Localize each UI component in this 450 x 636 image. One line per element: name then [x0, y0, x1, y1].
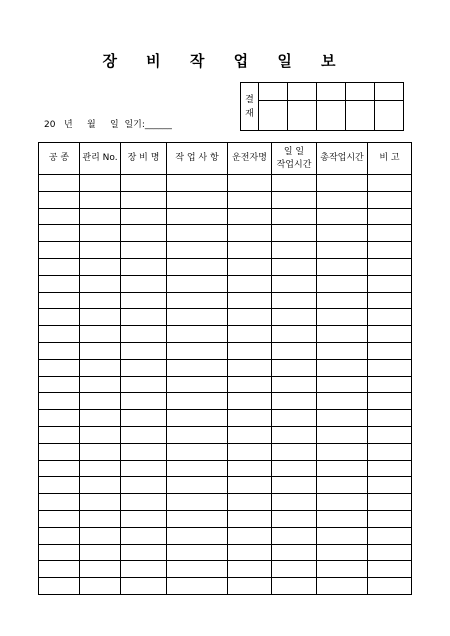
table-cell[interactable] — [317, 477, 368, 494]
table-cell[interactable] — [167, 191, 228, 208]
table-cell[interactable] — [80, 510, 121, 527]
table-cell[interactable] — [167, 326, 228, 343]
table-cell[interactable] — [121, 443, 167, 460]
table-cell[interactable] — [80, 309, 121, 326]
approval-header-cell[interactable] — [288, 83, 317, 101]
table-row — [39, 342, 412, 359]
table-cell[interactable] — [317, 544, 368, 561]
table-cell[interactable] — [39, 410, 80, 427]
table-row — [39, 527, 412, 544]
table-cell[interactable] — [80, 527, 121, 544]
table-cell[interactable] — [39, 208, 80, 225]
table-cell[interactable] — [228, 258, 272, 275]
table-cell[interactable] — [167, 393, 228, 410]
header-work-type: 공 종 — [39, 143, 80, 175]
table-cell[interactable] — [228, 477, 272, 494]
table-row — [39, 275, 412, 292]
table-cell[interactable] — [167, 561, 228, 578]
table-cell[interactable] — [167, 359, 228, 376]
table-row — [39, 175, 412, 192]
table-cell[interactable] — [317, 175, 368, 192]
table-cell[interactable] — [39, 578, 80, 595]
table-cell[interactable] — [80, 460, 121, 477]
table-cell[interactable] — [317, 494, 368, 511]
table-cell[interactable] — [39, 326, 80, 343]
table-cell[interactable] — [39, 460, 80, 477]
table-cell[interactable] — [368, 309, 412, 326]
table-cell[interactable] — [317, 242, 368, 259]
table-cell[interactable] — [80, 443, 121, 460]
table-cell[interactable] — [272, 443, 317, 460]
table-cell[interactable] — [167, 578, 228, 595]
table-cell[interactable] — [368, 342, 412, 359]
table-cell[interactable] — [121, 359, 167, 376]
table-cell[interactable] — [368, 326, 412, 343]
table-cell[interactable] — [167, 410, 228, 427]
table-cell[interactable] — [121, 426, 167, 443]
table-cell[interactable] — [317, 410, 368, 427]
table-cell[interactable] — [121, 309, 167, 326]
header-total-work-hours: 총작업시간 — [317, 143, 368, 175]
table-cell[interactable] — [317, 208, 368, 225]
table-cell[interactable] — [121, 477, 167, 494]
table-cell[interactable] — [80, 561, 121, 578]
approval-label-bottom: 재 — [245, 108, 254, 119]
table-cell[interactable] — [121, 175, 167, 192]
table-cell[interactable] — [368, 175, 412, 192]
table-cell[interactable] — [121, 561, 167, 578]
header-operator-name: 운전자명 — [228, 143, 272, 175]
table-cell[interactable] — [272, 494, 317, 511]
table-cell[interactable] — [317, 561, 368, 578]
table-cell[interactable] — [317, 359, 368, 376]
table-cell[interactable] — [228, 527, 272, 544]
table-cell[interactable] — [121, 494, 167, 511]
table-cell[interactable] — [167, 527, 228, 544]
table-cell[interactable] — [80, 208, 121, 225]
table-cell[interactable] — [272, 460, 317, 477]
table-cell[interactable] — [39, 477, 80, 494]
table-cell[interactable] — [167, 309, 228, 326]
table-cell[interactable] — [167, 426, 228, 443]
header-remarks: 비 고 — [368, 143, 412, 175]
table-row — [39, 410, 412, 427]
table-row — [39, 426, 412, 443]
table-cell[interactable] — [39, 225, 80, 242]
table-cell[interactable] — [272, 578, 317, 595]
table-cell[interactable] — [317, 393, 368, 410]
table-cell[interactable] — [368, 242, 412, 259]
table-row — [39, 208, 412, 225]
table-cell[interactable] — [39, 275, 80, 292]
table-cell[interactable] — [272, 376, 317, 393]
table-cell[interactable] — [368, 208, 412, 225]
table-cell[interactable] — [167, 208, 228, 225]
table-cell[interactable] — [39, 443, 80, 460]
table-cell[interactable] — [121, 527, 167, 544]
table-cell[interactable] — [80, 477, 121, 494]
table-row — [39, 292, 412, 309]
table-cell[interactable] — [272, 309, 317, 326]
table-row — [39, 477, 412, 494]
table-cell[interactable] — [80, 376, 121, 393]
table-cell[interactable] — [121, 326, 167, 343]
table-cell[interactable] — [80, 225, 121, 242]
table-cell[interactable] — [39, 510, 80, 527]
table-cell[interactable] — [228, 292, 272, 309]
table-cell[interactable] — [80, 426, 121, 443]
table-cell[interactable] — [228, 275, 272, 292]
table-cell[interactable] — [39, 175, 80, 192]
approval-signature-cell[interactable] — [288, 101, 317, 131]
approval-box — [240, 82, 404, 131]
table-cell[interactable] — [121, 544, 167, 561]
table-cell[interactable] — [228, 326, 272, 343]
table-cell[interactable] — [39, 292, 80, 309]
table-cell[interactable] — [368, 275, 412, 292]
table-cell[interactable] — [368, 527, 412, 544]
table-cell[interactable] — [317, 460, 368, 477]
table-cell[interactable] — [368, 544, 412, 561]
table-cell[interactable] — [317, 376, 368, 393]
table-row — [39, 258, 412, 275]
table-cell[interactable] — [368, 426, 412, 443]
approval-header-cell[interactable] — [259, 83, 288, 101]
table-cell[interactable] — [272, 426, 317, 443]
table-cell[interactable] — [167, 544, 228, 561]
table-cell[interactable] — [317, 191, 368, 208]
table-cell[interactable] — [39, 309, 80, 326]
table-cell[interactable] — [121, 510, 167, 527]
table-cell[interactable] — [121, 342, 167, 359]
table-row — [39, 376, 412, 393]
table-cell[interactable] — [228, 510, 272, 527]
table-cell[interactable] — [368, 561, 412, 578]
table-cell[interactable] — [39, 342, 80, 359]
approval-label-top: 결 — [245, 94, 254, 105]
table-cell[interactable] — [121, 191, 167, 208]
table-cell[interactable] — [272, 393, 317, 410]
table-cell[interactable] — [368, 393, 412, 410]
table-cell[interactable] — [167, 242, 228, 259]
table-cell[interactable] — [228, 309, 272, 326]
table-cell[interactable] — [317, 326, 368, 343]
table-row — [39, 561, 412, 578]
table-cell[interactable] — [39, 359, 80, 376]
table-cell[interactable] — [80, 410, 121, 427]
table-cell[interactable] — [167, 225, 228, 242]
approval-header-cell[interactable] — [375, 83, 404, 101]
table-cell[interactable] — [317, 443, 368, 460]
table-row — [39, 494, 412, 511]
table-cell[interactable] — [80, 258, 121, 275]
table-cell[interactable] — [228, 393, 272, 410]
table-cell[interactable] — [121, 578, 167, 595]
table-row — [39, 359, 412, 376]
table-cell[interactable] — [39, 527, 80, 544]
table-cell[interactable] — [272, 342, 317, 359]
table-row — [39, 191, 412, 208]
table-cell[interactable] — [228, 376, 272, 393]
table-cell[interactable] — [167, 275, 228, 292]
table-cell[interactable] — [80, 393, 121, 410]
table-cell[interactable] — [121, 393, 167, 410]
approval-signature-cell[interactable] — [317, 101, 346, 131]
table-cell[interactable] — [167, 175, 228, 192]
table-cell[interactable] — [368, 376, 412, 393]
table-cell[interactable] — [368, 477, 412, 494]
table-cell[interactable] — [121, 242, 167, 259]
header-daily-line2: 작업시간 — [276, 159, 312, 170]
approval-header-cell[interactable] — [317, 83, 346, 101]
table-cell[interactable] — [80, 494, 121, 511]
table-cell[interactable] — [368, 191, 412, 208]
table-cell[interactable] — [317, 527, 368, 544]
table-cell[interactable] — [167, 477, 228, 494]
table-cell[interactable] — [272, 510, 317, 527]
table-cell[interactable] — [80, 242, 121, 259]
table-row — [39, 309, 412, 326]
table-cell[interactable] — [272, 561, 317, 578]
table-cell[interactable] — [272, 242, 317, 259]
table-row — [39, 326, 412, 343]
table-cell[interactable] — [80, 275, 121, 292]
table-cell[interactable] — [39, 561, 80, 578]
table-cell[interactable] — [272, 359, 317, 376]
table-cell[interactable] — [80, 292, 121, 309]
table-cell[interactable] — [368, 292, 412, 309]
table-cell[interactable] — [167, 376, 228, 393]
table-cell[interactable] — [228, 544, 272, 561]
table-cell[interactable] — [167, 443, 228, 460]
header-work-details: 작 업 사 항 — [167, 143, 228, 175]
approval-signature-cell[interactable] — [346, 101, 375, 131]
table-cell[interactable] — [228, 191, 272, 208]
table-cell[interactable] — [121, 258, 167, 275]
date-weather-line: 20 년 월 일 일기:______ — [44, 120, 172, 130]
table-row — [39, 393, 412, 410]
table-cell[interactable] — [80, 359, 121, 376]
table-cell[interactable] — [272, 292, 317, 309]
header-equipment-name: 장 비 명 — [121, 143, 167, 175]
table-cell[interactable] — [228, 242, 272, 259]
table-cell[interactable] — [121, 208, 167, 225]
table-cell[interactable] — [228, 225, 272, 242]
table-cell[interactable] — [228, 175, 272, 192]
table-cell[interactable] — [272, 544, 317, 561]
table-cell[interactable] — [228, 410, 272, 427]
header-management-no: 관리 No. — [80, 143, 121, 175]
table-cell[interactable] — [317, 426, 368, 443]
table-cell[interactable] — [317, 292, 368, 309]
table-cell[interactable] — [121, 275, 167, 292]
table-cell[interactable] — [39, 426, 80, 443]
table-cell[interactable] — [317, 225, 368, 242]
approval-header-cell[interactable] — [346, 83, 375, 101]
table-cell[interactable] — [317, 342, 368, 359]
document-title: 장 비 작 업 일 보 — [102, 52, 348, 70]
table-row — [39, 460, 412, 477]
approval-label — [241, 83, 259, 131]
table-cell[interactable] — [368, 410, 412, 427]
table-cell[interactable] — [317, 258, 368, 275]
table-cell[interactable] — [272, 477, 317, 494]
table-cell[interactable] — [368, 258, 412, 275]
table-cell[interactable] — [317, 578, 368, 595]
table-cell[interactable] — [272, 275, 317, 292]
table-cell[interactable] — [368, 578, 412, 595]
table-cell[interactable] — [228, 208, 272, 225]
table-cell[interactable] — [80, 578, 121, 595]
table-row — [39, 242, 412, 259]
work-log-table — [38, 142, 412, 595]
table-cell[interactable] — [272, 258, 317, 275]
table-cell[interactable] — [39, 544, 80, 561]
table-cell[interactable] — [167, 510, 228, 527]
table-cell[interactable] — [167, 494, 228, 511]
table-row — [39, 578, 412, 595]
table-cell[interactable] — [317, 309, 368, 326]
table-cell[interactable] — [272, 191, 317, 208]
header-daily-work-hours — [272, 143, 317, 175]
table-cell[interactable] — [228, 359, 272, 376]
table-cell[interactable] — [228, 426, 272, 443]
table-row — [39, 443, 412, 460]
table-cell[interactable] — [39, 191, 80, 208]
table-cell[interactable] — [80, 342, 121, 359]
table-cell[interactable] — [228, 460, 272, 477]
table-cell[interactable] — [368, 443, 412, 460]
table-cell[interactable] — [80, 544, 121, 561]
approval-signature-cell[interactable] — [259, 101, 288, 131]
approval-signature-cell[interactable] — [375, 101, 404, 131]
table-header-row — [39, 143, 412, 175]
table-row — [39, 510, 412, 527]
table-cell[interactable] — [39, 242, 80, 259]
table-cell[interactable] — [317, 510, 368, 527]
table-row — [39, 225, 412, 242]
table-cell[interactable] — [80, 326, 121, 343]
table-cell[interactable] — [272, 326, 317, 343]
header-daily-line1: 일 일 — [283, 146, 305, 157]
table-cell[interactable] — [317, 275, 368, 292]
table-cell[interactable] — [39, 393, 80, 410]
table-cell[interactable] — [368, 460, 412, 477]
table-cell[interactable] — [228, 443, 272, 460]
table-cell[interactable] — [228, 561, 272, 578]
table-cell[interactable] — [121, 376, 167, 393]
table-cell[interactable] — [167, 342, 228, 359]
table-cell[interactable] — [272, 208, 317, 225]
table-cell[interactable] — [39, 258, 80, 275]
table-cell[interactable] — [167, 460, 228, 477]
table-row — [39, 544, 412, 561]
table-cell[interactable] — [272, 527, 317, 544]
table-cell[interactable] — [167, 258, 228, 275]
table-cell[interactable] — [272, 225, 317, 242]
table-cell[interactable] — [368, 225, 412, 242]
table-cell[interactable] — [272, 175, 317, 192]
table-cell[interactable] — [368, 494, 412, 511]
table-cell[interactable] — [121, 225, 167, 242]
table-cell[interactable] — [121, 410, 167, 427]
table-cell[interactable] — [228, 578, 272, 595]
table-cell[interactable] — [368, 359, 412, 376]
table-body — [39, 175, 412, 595]
table-cell[interactable] — [80, 175, 121, 192]
table-cell[interactable] — [228, 494, 272, 511]
table-cell[interactable] — [39, 376, 80, 393]
table-cell[interactable] — [167, 292, 228, 309]
table-cell[interactable] — [228, 342, 272, 359]
table-cell[interactable] — [80, 191, 121, 208]
table-cell[interactable] — [368, 510, 412, 527]
table-cell[interactable] — [121, 292, 167, 309]
table-cell[interactable] — [272, 410, 317, 427]
table-cell[interactable] — [121, 460, 167, 477]
table-cell[interactable] — [39, 494, 80, 511]
